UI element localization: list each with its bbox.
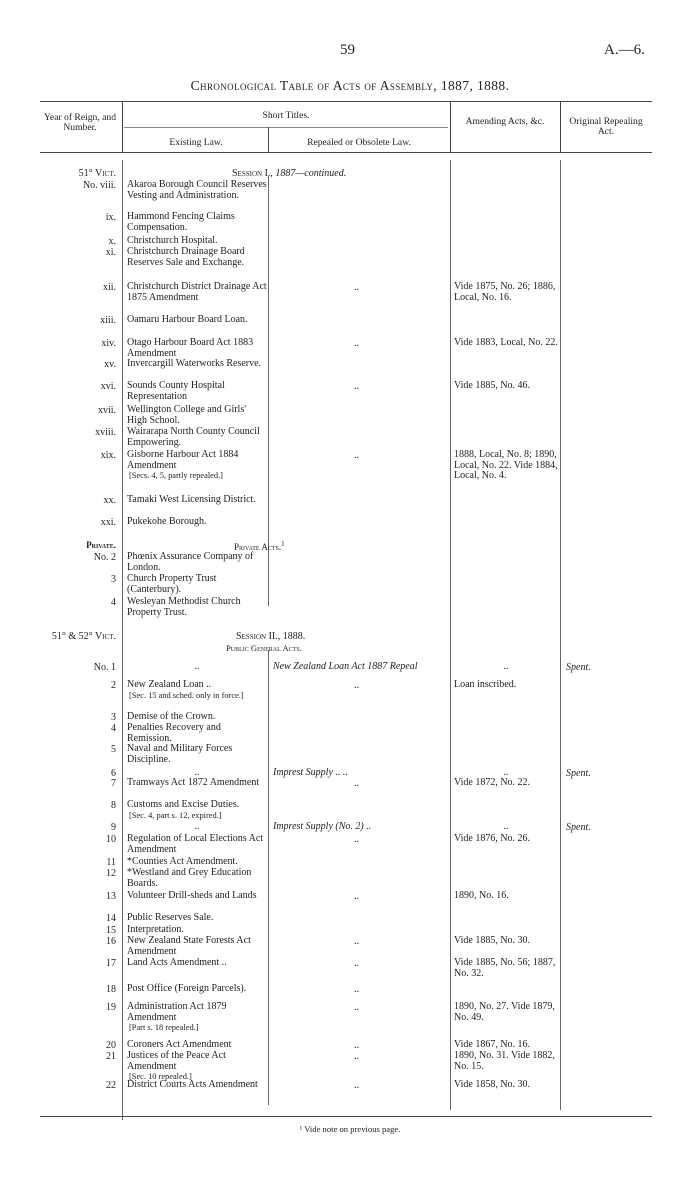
session-2-row-num: 11 (106, 857, 116, 868)
session-2-row-repealed-dots: .. (354, 1080, 359, 1091)
act-note: [Sec. 10 repealed.] (129, 1072, 192, 1082)
act-title: Gisborne Harbour Act 1884 Amendment (127, 449, 239, 471)
act-title: Naval and Military Forces Discipline. (127, 743, 233, 765)
private-heading: Private Acts.$^1$ (234, 540, 285, 552)
act-title: Otago Harbour Board Act 1883 Amendment (127, 337, 254, 359)
session-2-row-title (127, 712, 267, 723)
act-title: New Zealand Loan .. (127, 679, 212, 690)
session-2-row-amending: Vide 1885, No. 56; 1887, No. 32. (454, 957, 556, 979)
session-1-row-repealed-dots: .. (354, 282, 359, 293)
section-heading: Session I., 1887—continued. (232, 168, 347, 179)
reign-label: 51° Vict. (78, 168, 116, 179)
session-2-row-original: Spent. (566, 822, 591, 833)
session-2-row-amending: .. (503, 661, 509, 672)
session-2-row-amending: Vide 1858, No. 30. (454, 1079, 531, 1090)
session-1-row-repealed-dots: .. (354, 338, 359, 349)
session-2-row-repealed-dots: .. (354, 1051, 359, 1062)
body-divider-repealed-2 (268, 650, 269, 1105)
session-2-row-amending: Vide 1867, No. 16. (454, 1039, 531, 1050)
session-2-row-num: 6 (111, 768, 116, 779)
session-2-row-num: 18 (106, 984, 116, 995)
act-title: Administration Act 1879 Amendment (127, 1001, 227, 1023)
private-row-num: No. 2 (93, 552, 116, 563)
session-2-row-repealed-dots: .. (354, 834, 359, 845)
session-1-row-repealed-dots: .. (354, 450, 359, 461)
act-note: [Sec. 4, part s. 12, expired.] (129, 810, 222, 820)
session-2-row-title (127, 834, 267, 855)
session-2-row-amending: Vide 1885, No. 30. (454, 935, 531, 946)
session-2-row-num: 16 (106, 936, 116, 947)
session-1-row-title (127, 247, 267, 268)
session-2-row-title (127, 662, 267, 673)
session-2-row-num: 12 (106, 868, 116, 879)
session-2-row-title (127, 958, 267, 969)
act-title: Pukekohe Borough. (127, 516, 207, 527)
session-2-row-title (127, 778, 267, 789)
session-2-row-amending: .. (503, 821, 509, 832)
session-2-row-repealed-dots: .. (354, 984, 359, 995)
session-2-row-amending: .. (503, 767, 509, 778)
col-divider-1 (122, 101, 123, 152)
table-header-rule (40, 152, 652, 153)
session-2-row-repealed-dots: .. (354, 778, 359, 789)
session-2-row-amending: Vide 1872, No. 22. (454, 777, 531, 788)
section-subheading-2: Public General Acts. (226, 643, 302, 653)
page-title: Chronological Table of Acts of Assembly, 1887, 1888. (190, 78, 510, 93)
session-2-row-original: Spent. (566, 768, 591, 779)
act-title: Sounds County Hospital Representation (127, 380, 225, 402)
page-number: 59 (340, 42, 355, 58)
private-label: Private. (86, 540, 116, 550)
section-heading-2: Session II., 1888. (236, 631, 306, 642)
act-title: .. (194, 767, 200, 778)
reign-label-2: 51° & 52° Vict. (51, 631, 116, 642)
col-amending: Amending Acts, &c. (465, 116, 545, 127)
session-2-row-amending: Loan inscribed. (454, 679, 517, 690)
act-title: Customs and Excise Duties. (127, 799, 240, 810)
session-2-row-title (127, 680, 267, 701)
act-title: Wesleyan Methodist Church Property Trust. (127, 596, 241, 618)
act-title: Post Office (Foreign Parcels). (127, 983, 247, 994)
act-title: Demise of the Crown. (127, 711, 216, 722)
session-1-row-num: No. viii. (82, 180, 116, 191)
act-title: Volunteer Drill-sheds and Lands (127, 890, 257, 901)
session-1-row-num: xiii. (100, 315, 116, 326)
session-1-row-title (127, 282, 267, 303)
act-title: Christchurch Drainage Board Reserves Sale and Exchange. (127, 246, 245, 268)
private-row-title (127, 574, 267, 595)
act-title: Hammond Fencing Claims Compensation. (127, 211, 235, 233)
act-title: Wellington College and Girls' High School. (127, 404, 247, 426)
session-1-row-title (127, 450, 267, 482)
session-1-row-num: xii. (102, 282, 116, 293)
act-title: Wairarapa North County Council Empowering. (127, 426, 260, 448)
act-title: Akaroa Borough Council Reserves Vesting and Administration. (127, 179, 267, 201)
session-2-row-title (127, 723, 267, 744)
session-1-row-num: xviii. (95, 427, 116, 438)
session-2-row-num: 4 (111, 723, 116, 734)
session-1-row-num: xxi. (100, 517, 116, 528)
session-2-row-num: 2 (111, 680, 116, 691)
session-2-row-title (127, 800, 267, 821)
body-divider-existing (122, 160, 123, 1120)
session-2-row-num: 9 (111, 822, 116, 833)
session-1-row-num: xvii. (97, 405, 116, 416)
session-1-row-amending: Vide 1883, Local, No. 22. (454, 337, 558, 348)
session-1-row-num: x. (108, 236, 116, 247)
session-2-row-title (127, 822, 267, 833)
footnote-rule (40, 1116, 652, 1117)
act-title: *Westland and Grey Education Boards. (127, 867, 252, 889)
act-title: District Courts Acts Amendment (127, 1079, 258, 1090)
session-2-row-title (127, 936, 267, 957)
private-row-title (127, 597, 267, 618)
col-divider-4 (560, 101, 561, 152)
act-title: Tramways Act 1872 Amendment (127, 777, 260, 788)
session-1-row-num: xv. (104, 359, 116, 370)
session-2-row-num: 19 (106, 1002, 116, 1013)
act-title: Coroners Act Amendment (127, 1039, 232, 1050)
session-2-row-repealed-dots: .. (354, 936, 359, 947)
page-reference: A.—6. (604, 42, 645, 58)
session-2-row-repealed: New Zealand Loan Act 1887 Repeal (273, 661, 418, 672)
short-titles-rule (124, 127, 448, 128)
act-title: Church Property Trust (Canterbury). (127, 573, 217, 595)
session-1-row-title (127, 180, 267, 201)
session-2-row-repealed-dots: .. (354, 958, 359, 969)
session-2-row-title (127, 1080, 267, 1091)
session-1-row-title (127, 359, 267, 370)
session-1-row-title (127, 517, 267, 528)
act-title: Invercargill Waterworks Reserve. (127, 358, 262, 369)
session-2-row-title (127, 1051, 267, 1083)
col-existing: Existing Law. (169, 137, 223, 148)
col-short-titles: Short Titles. (262, 110, 310, 121)
session-2-row-num: No. 1 (93, 662, 116, 673)
session-2-row-amending: Vide 1876, No. 26. (454, 833, 531, 844)
session-2-row-repealed-dots: .. (354, 1002, 359, 1013)
session-1-row-num: xvi. (100, 381, 116, 392)
act-title: Land Acts Amendment .. (127, 957, 227, 968)
session-2-row-num: 15 (106, 925, 116, 936)
session-2-row-num: 8 (111, 800, 116, 811)
private-row-title (127, 552, 267, 573)
session-1-row-title (127, 236, 267, 247)
act-title: .. (194, 661, 200, 672)
session-1-row-title (127, 212, 267, 233)
session-2-row-repealed: Imprest Supply .. .. (273, 767, 348, 778)
session-1-row-repealed-dots: .. (354, 381, 359, 392)
session-2-row-amending: 1890, No. 31. Vide 1882, No. 15. (454, 1050, 555, 1072)
session-2-row-num: 21 (106, 1051, 116, 1062)
session-2-row-original: Spent. (566, 662, 591, 673)
session-2-row-title (127, 868, 267, 889)
session-2-row-title (127, 925, 267, 936)
act-title: Interpretation. (127, 924, 184, 935)
session-2-row-title (127, 1040, 267, 1051)
act-title: Regulation of Local Elections Act Amendment (127, 833, 264, 855)
footnote: ¹ Vide note on previous page. (299, 1124, 401, 1134)
session-1-row-num: xix. (100, 450, 116, 461)
session-2-row-title (127, 1002, 267, 1034)
body-divider-amending (450, 160, 451, 1110)
session-2-row-title (127, 984, 267, 995)
session-2-row-num: 14 (106, 913, 116, 924)
session-1-row-num: ix. (105, 212, 116, 223)
session-1-row-title (127, 381, 267, 402)
act-title: Christchurch District Drainage Act 1875 Amendment (127, 281, 267, 303)
act-title: Phœnix Assurance Company of London. (127, 551, 254, 573)
session-2-row-repealed-dots: .. (354, 1040, 359, 1051)
session-2-row-num: 3 (111, 712, 116, 723)
session-1-row-num: xiv. (101, 338, 116, 349)
col-original: Original Repealing Act. (569, 116, 643, 137)
act-title: Penalties Recovery and Remission. (127, 722, 221, 744)
col-year: Year of Reign, and Number. (43, 112, 117, 133)
act-title: *Counties Act Amendment. (127, 856, 238, 867)
session-1-row-title (127, 495, 267, 506)
session-2-row-num: 10 (106, 834, 116, 845)
act-title: Christchurch Hospital. (127, 235, 218, 246)
session-1-row-amending: Vide 1885, No. 46. (454, 380, 531, 391)
session-1-row-title (127, 315, 267, 326)
session-1-row-title (127, 405, 267, 426)
session-2-row-title (127, 891, 267, 902)
session-1-row-num: xi. (105, 247, 116, 258)
act-title: Justices of the Peace Act Amendment (127, 1050, 226, 1072)
session-2-row-title (127, 744, 267, 765)
act-title: Oamaru Harbour Board Loan. (127, 314, 248, 325)
act-note: [Part s. 18 repealed.] (129, 1023, 199, 1033)
session-1-row-title (127, 338, 267, 359)
session-2-row-title (127, 913, 267, 924)
act-note: [Secs. 4, 5, partly repealed.] (129, 471, 223, 481)
session-2-row-repealed-dots: .. (354, 680, 359, 691)
session-2-row-amending: 1890, No. 27. Vide 1879, No. 49. (454, 1001, 555, 1023)
col-divider-3 (450, 101, 451, 152)
session-2-row-amending: 1890, No. 16. (454, 890, 509, 901)
session-1-row-num: xx. (103, 495, 116, 506)
act-title: Tamaki West Licensing District. (127, 494, 256, 505)
session-2-row-num: 5 (111, 744, 116, 755)
act-title: Public Reserves Sale. (127, 912, 214, 923)
session-2-row-title (127, 857, 267, 868)
private-row-num: 4 (111, 597, 116, 608)
session-2-row-num: 20 (106, 1040, 116, 1051)
session-2-row-num: 7 (111, 778, 116, 789)
act-title: New Zealand State Forests Act Amendment (127, 935, 251, 957)
session-2-row-num: 22 (106, 1080, 116, 1091)
session-2-row-num: 17 (106, 958, 116, 969)
session-2-row-num: 13 (106, 891, 116, 902)
session-2-row-repealed-dots: .. (354, 891, 359, 902)
body-divider-original (560, 160, 561, 1110)
session-1-row-amending: Vide 1875, No. 26; 1886, Local, No. 16. (454, 281, 556, 303)
col-repealed: Repealed or Obsolete Law. (307, 137, 411, 148)
session-1-row-title (127, 427, 267, 448)
act-title: .. (194, 821, 200, 832)
session-2-row-repealed: Imprest Supply (No. 2) .. (273, 821, 372, 832)
act-note: [Sec. 15 and sched. only in force.] (129, 690, 244, 700)
private-row-num: 3 (111, 574, 116, 585)
session-1-row-amending: 1888, Local, No. 8; 1890, Local, No. 22. Vide 1884, Local, No. 4. (454, 449, 558, 482)
